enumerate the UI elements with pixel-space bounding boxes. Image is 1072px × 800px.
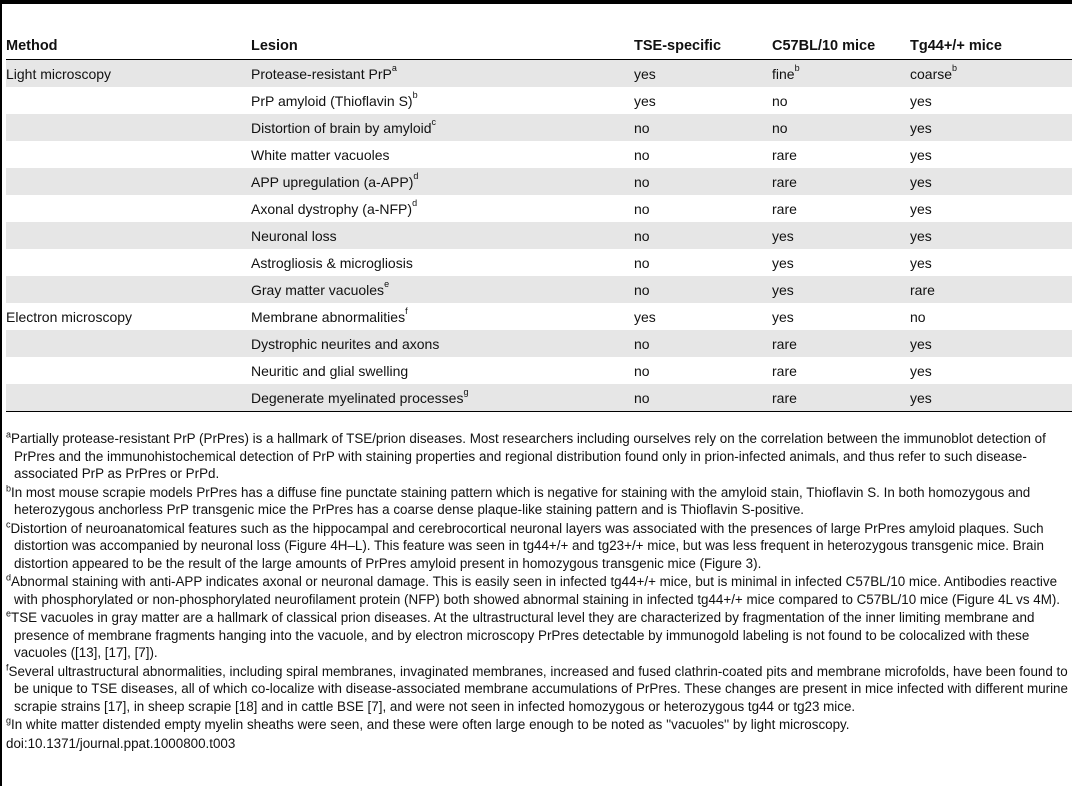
tg44-cell-text: no (910, 308, 926, 325)
c57bl10-cell (772, 384, 910, 412)
footnote-g (6, 716, 1070, 734)
doi-label: doi:10.1371/journal.ppat.1000800.t003 (6, 735, 236, 751)
lesion-cell-text: Gray matter vacuoles (251, 281, 385, 298)
tg44-cell (910, 330, 1072, 357)
tg44-cell (910, 384, 1072, 412)
footnote-e (6, 609, 1070, 662)
lesion-cell-text: Membrane abnormalities (251, 308, 406, 325)
c57bl10-cell-text: no (772, 119, 788, 136)
footnote-b (6, 484, 1070, 519)
top-rule (0, 0, 1072, 4)
tse-specific-cell (634, 195, 772, 222)
footnote-marker: b (952, 62, 958, 73)
footnote-marker: g (463, 386, 469, 397)
method-cell (6, 357, 251, 384)
table-header-row (6, 33, 1072, 60)
c57bl10-cell (772, 87, 910, 114)
tse-specific-cell (634, 276, 772, 303)
tg44-cell-text: yes (910, 119, 932, 136)
method-cell (6, 330, 251, 357)
table-row (6, 141, 1072, 168)
footnote-f (6, 663, 1070, 716)
tse-specific-cell (634, 60, 772, 88)
tg44-cell-text: coarse (910, 65, 953, 82)
method-cell (6, 195, 251, 222)
footnote-mark: f (6, 662, 9, 673)
c57bl10-cell (772, 168, 910, 195)
tse-specific-cell (634, 168, 772, 195)
tse-specific-cell (634, 303, 772, 330)
tse-specific-cell (634, 330, 772, 357)
lesion-cell (251, 276, 634, 303)
tg44-cell (910, 60, 1072, 88)
c57bl10-cell (772, 357, 910, 384)
tse-specific-cell-text: no (634, 119, 650, 136)
lesion-cell-text: Distortion of brain by amyloid (251, 119, 432, 136)
table-row (6, 357, 1072, 384)
c57bl10-cell-text: yes (772, 281, 794, 298)
footnote-text: Several ultrastructural abnormalities, including spiral membranes, invaginated membranes, increased and fused clathrin-coated pits and membrane microfolds, have been found to be unique to TSE diseases, all of which co-localize with disease-associated membrane accumulations of PrPres. These changes are present in mice infected with different murine scrapie strains [17], in sheep scrapie [18] and in cattle BSE [7], and were not seen in infected homozygous or heterozygous tg44 or tg23 mice. (8, 663, 1068, 714)
tg44-cell-text: yes (910, 254, 932, 271)
tg44-cell (910, 222, 1072, 249)
left-border (0, 0, 2, 786)
tg44-cell-text: rare (910, 281, 935, 298)
tg44-cell-text: yes (910, 173, 932, 190)
lesion-cell (251, 141, 634, 168)
tg44-cell-text: yes (910, 227, 932, 244)
c57bl10-cell-text: no (772, 92, 788, 109)
table-body (6, 60, 1072, 412)
c57bl10-cell (772, 303, 910, 330)
lesion-cell (251, 195, 634, 222)
lesion-cell (251, 303, 634, 330)
c57bl10-cell (772, 114, 910, 141)
tse-specific-cell-text: no (634, 335, 650, 352)
table-row (6, 87, 1072, 114)
tse-specific-cell (634, 87, 772, 114)
lesion-cell (251, 168, 634, 195)
method-cell (6, 141, 251, 168)
lesion-cell-text: Degenerate myelinated processes (251, 389, 464, 406)
c57bl10-cell-text: yes (772, 227, 794, 244)
tg44-cell (910, 87, 1072, 114)
lesion-cell-text: Astrogliosis & microgliosis (251, 254, 413, 271)
table-row (6, 60, 1072, 88)
table-row (6, 195, 1072, 222)
method-cell (6, 60, 251, 88)
footnote-marker: d (412, 197, 418, 208)
lesion-cell (251, 330, 634, 357)
method-cell (6, 114, 251, 141)
c57bl10-cell-text: rare (772, 200, 797, 217)
method-cell (6, 303, 251, 330)
footnote-text: Abnormal staining with anti-APP indicates axonal or neuronal damage. This is easily seen in infected tg44+/+ mice, but is minimal in infected C57BL/10 mice. Antibodies reactive with phosphorylated or non-phosphorylated neurofilament protein (NFP) both showed abnormal staining in infected tg44+/+ mice compared to C57BL/10 mice (Figure 4L vs 4M). (11, 574, 1061, 607)
table-row (6, 303, 1072, 330)
tg44-cell-text: yes (910, 146, 932, 163)
header-c57bl10-mice: C57BL/10 mice (772, 38, 876, 54)
table-row (6, 384, 1072, 412)
footnotes (6, 430, 1070, 752)
c57bl10-cell (772, 222, 910, 249)
tse-specific-cell-text: yes (634, 92, 656, 109)
method-cell (6, 276, 251, 303)
c57bl10-cell (772, 60, 910, 88)
c57bl10-cell-text: fine (772, 65, 795, 82)
tse-specific-cell-text: yes (634, 308, 656, 325)
footnote-marker: f (405, 305, 408, 316)
footnote-marker: a (391, 62, 397, 73)
tse-specific-cell-text: no (634, 362, 650, 379)
tse-specific-cell-text: no (634, 200, 650, 217)
footnote-d (6, 573, 1070, 608)
lesion-cell-text: Protease-resistant PrP (251, 65, 392, 82)
footnote-marker: c (431, 116, 437, 127)
table-row (6, 168, 1072, 195)
tse-specific-cell-text: no (634, 173, 650, 190)
lesion-cell-text: Neuronal loss (251, 227, 337, 244)
tg44-cell (910, 114, 1072, 141)
method-cell-text: Light microscopy (6, 65, 112, 82)
method-cell (6, 384, 251, 412)
tg44-cell-text: yes (910, 362, 932, 379)
lesion-cell-text: Neuritic and glial swelling (251, 362, 409, 379)
method-cell (6, 168, 251, 195)
table-row (6, 222, 1072, 249)
tg44-cell-text: yes (910, 389, 932, 406)
footnote-marker: d (413, 170, 419, 181)
tg44-cell (910, 357, 1072, 384)
footnote-mark: g (6, 715, 12, 726)
lesion-cell (251, 87, 634, 114)
header-lesion: Lesion (251, 38, 298, 54)
table-row (6, 276, 1072, 303)
tg44-cell-text: yes (910, 92, 932, 109)
footnote-mark: b (6, 483, 12, 494)
footnote-text: In white matter distended empty myelin sheaths were seen, and these were often large enough to be noted as ''vacuoles'' by light microscopy. (11, 717, 850, 732)
lesion-cell-text: PrP amyloid (Thioflavin S) (251, 92, 413, 109)
footnote-c (6, 520, 1070, 573)
tg44-cell-text: yes (910, 335, 932, 352)
tg44-cell (910, 249, 1072, 276)
lesion-cell-text: Axonal dystrophy (a-NFP) (251, 200, 413, 217)
lesion-cell (251, 114, 634, 141)
header-tse-specific: TSE-specific (634, 38, 722, 54)
tse-specific-cell (634, 384, 772, 412)
lesion-cell (251, 222, 634, 249)
c57bl10-cell-text: rare (772, 362, 797, 379)
tse-specific-cell-text: no (634, 389, 650, 406)
c57bl10-cell-text: rare (772, 335, 797, 352)
c57bl10-cell (772, 249, 910, 276)
tse-specific-cell-text: no (634, 281, 650, 298)
c57bl10-cell (772, 141, 910, 168)
lesion-cell (251, 60, 634, 88)
tg44-cell (910, 303, 1072, 330)
lesion-cell-text: White matter vacuoles (251, 146, 390, 163)
header-method: Method (6, 38, 58, 54)
tg44-cell-text: yes (910, 200, 932, 217)
footnote-mark: a (6, 429, 12, 440)
tg44-cell (910, 168, 1072, 195)
footnote-marker: e (384, 278, 390, 289)
tse-specific-cell-text: yes (634, 65, 656, 82)
footnote-text: In most mouse scrapie models PrPres has a diffuse fine punctate staining pattern which is negative for staining with the amyloid stain, Thioflavin S. In both homozygous and heterozygous anchorless PrP transgenic mice the PrPres has a coarse dense plaque-like staining pattern and is Thioflavin S-positive. (11, 484, 1031, 517)
tse-specific-cell (634, 222, 772, 249)
tg44-cell (910, 276, 1072, 303)
method-cell (6, 87, 251, 114)
lesion-cell (251, 249, 634, 276)
c57bl10-cell-text: rare (772, 146, 797, 163)
c57bl10-cell-text: rare (772, 389, 797, 406)
footnote-text: Partially protease-resistant PrP (PrPres) is a hallmark of TSE/prion diseases. Most researchers including ourselves rely on the correlation between the immunoblot detection of PrPres and the immunohistochemical detection of PrP with staining properties and regional distribution found only in prion-infected animals, and thus refer to such disease-associated PrP as PrPres or PrPd. (11, 431, 1046, 481)
footnote-marker: b (794, 62, 800, 73)
c57bl10-cell-text: rare (772, 173, 797, 190)
tse-specific-cell (634, 249, 772, 276)
c57bl10-cell (772, 330, 910, 357)
footnote-mark: d (6, 572, 12, 583)
header-tg44-mice: Tg44+/+ mice (910, 38, 1002, 54)
table-row (6, 249, 1072, 276)
lesion-cell-text: APP upregulation (a-APP) (251, 173, 414, 190)
footnote-text: TSE vacuoles in gray matter are a hallmark of classical prion diseases. At the ultrastructural level they are characterized by fragmentation of the inner limiting membrane and presence of membrane fragments hanging into the vacuole, and by electron microscopy PrPres detectable by immunogold labeling is not found to be colocalized with these vacuoles ([13], [17], [7]). (11, 610, 1035, 660)
method-cell-text: Electron microscopy (6, 308, 133, 325)
tse-specific-cell (634, 114, 772, 141)
tg44-cell (910, 141, 1072, 168)
method-cell (6, 249, 251, 276)
footnote-a (6, 430, 1070, 483)
c57bl10-cell-text: yes (772, 254, 794, 271)
footnote-mark: e (6, 608, 12, 619)
method-cell (6, 222, 251, 249)
c57bl10-cell (772, 195, 910, 222)
tse-specific-cell-text: no (634, 254, 650, 271)
c57bl10-cell-text: yes (772, 308, 794, 325)
tse-specific-cell-text: no (634, 227, 650, 244)
lesion-table (6, 33, 1072, 412)
lesion-cell (251, 384, 634, 412)
table-row (6, 114, 1072, 141)
footnote-text: Distortion of neuroanatomical features such as the hippocampal and cerebrocortical neuronal layers was associated with the presences of large PrPres amyloid plaques. Such distortion was accompanied by neuronal loss (Figure 4H–L). This feature was seen in tg44+/+ and tg23+/+ mice, but was less frequent in heterozygous transgenic mice. Brain distortion appeared to be the result of the large amounts of PrPres amyloid present in homozygous transgenic mice (Figure 3). (10, 520, 1044, 571)
c57bl10-cell (772, 276, 910, 303)
tse-specific-cell-text: no (634, 146, 650, 163)
tse-specific-cell (634, 357, 772, 384)
table-row (6, 330, 1072, 357)
footnote-marker: b (412, 89, 418, 100)
lesion-cell-text: Dystrophic neurites and axons (251, 335, 440, 352)
tg44-cell (910, 195, 1072, 222)
footnote-mark: c (6, 519, 11, 530)
lesion-cell (251, 357, 634, 384)
tse-specific-cell (634, 141, 772, 168)
